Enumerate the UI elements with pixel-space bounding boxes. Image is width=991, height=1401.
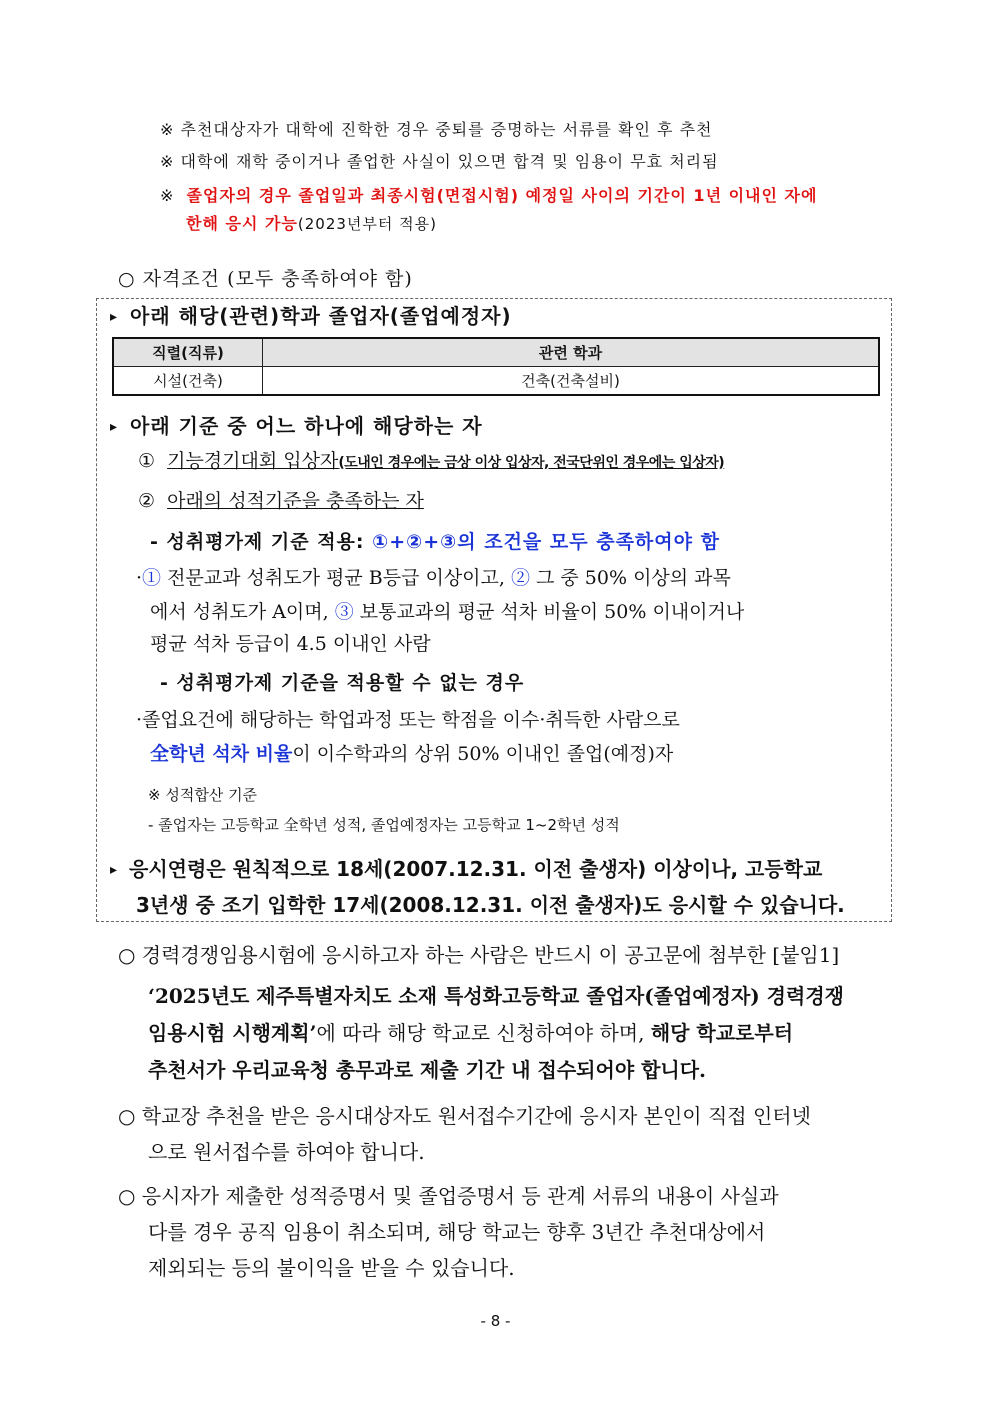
para-online-line1: ○ 학교장 추천을 받은 응시대상자도 원서접수기간에 응시자 본인이 직접 인터넷 [118, 1104, 811, 1128]
item-criteria-text: 아래 기준 중 어느 하나에 해당하는 자 [130, 414, 483, 438]
option-competition [138, 444, 724, 480]
triangle-bullet-icon: ▸ [110, 419, 119, 435]
score-note: ※ 성적합산 기준 [148, 786, 258, 804]
department-table [112, 337, 880, 396]
para-application-line4: 추천서가 우리교육청 총무과로 제출 기간 내 접수되어야 합니다. [148, 1058, 707, 1082]
criterion-b-title: - 성취평가제 기준을 적용할 수 없는 경우 [160, 672, 525, 694]
table-header-row [113, 338, 879, 367]
para-false-docs-line2: 다를 경우 공직 임용이 취소되며, 해당 학교는 향후 3년간 추천대상에서 [148, 1220, 766, 1244]
note-tail: (2023년부터 적용) [297, 215, 437, 233]
para-application-line3 [148, 1015, 793, 1052]
criterion-a-line2a: 에서 성취도가 A이며, [150, 601, 335, 623]
criterion-a-blue: ①+②+③의 조건을 모두 충족하여야 함 [372, 531, 720, 553]
criterion-achievement-title [150, 525, 720, 559]
option1-main: 기능경기대회 입상자 [167, 450, 339, 472]
option1-underlined [167, 450, 724, 472]
note-red-line1: 졸업자의 경우 졸업일과 최종시험(면접시험) 예정일 사이의 기간이 1년 이내인 자에 [186, 186, 818, 205]
criterion-b-blue: 全학년 석차 비율 [150, 743, 293, 765]
note-graduate-period-line2 [186, 208, 437, 240]
para-false-docs-line1: ○ 응시자가 제출한 성적증명서 및 졸업증명서 등 관계 서류의 내용이 사실과 [118, 1184, 779, 1208]
item-age-line1: 응시연령은 원칙적으로 18세(2007.12.31. 이전 출생자) 이상이나, 고등학교 [129, 857, 823, 881]
para-application-line2: ‘2025년도 제주특별자치도 소재 특성화고등학교 졸업자(졸업예정자) 경력경쟁 [148, 984, 844, 1008]
note-enrolled-invalid: ※ 대학에 재학 중이거나 졸업한 사실이 있으면 합격 및 임용이 무효 처리됨 [160, 152, 719, 171]
option-grades [138, 484, 424, 518]
note-mark: ※ [160, 186, 175, 205]
criterion-a-line1: ·① 전문교과 성취도가 평균 B등급 이상이고, ② 그 중 50% 이상의 과목 [136, 567, 731, 589]
table-header-cell: 관련 학과 [263, 338, 880, 367]
option2-main: 아래의 성적기준을 충족하는 자 [167, 490, 424, 512]
option1-number: ① [138, 450, 156, 472]
para-application-line1: ○ 경력경쟁임용시험에 응시하고자 하는 사람은 반드시 이 공고문에 첨부한 [붙임1] [118, 943, 840, 967]
item-department [110, 299, 512, 336]
triangle-bullet-icon: ▸ [110, 309, 119, 325]
option1-sub: (도내인 경우에는 금상 이상 입상자, 전국단위인 경우에는 입상자) [338, 455, 725, 471]
triangle-bullet-icon: ▸ [110, 862, 118, 878]
criterion-b-line1: ·졸업요건에 해당하는 학업과정 또는 학점을 이수·취득한 사람으로 [136, 709, 680, 731]
item-department-text: 아래 해당(관련)학과 졸업자(졸업예정자) [130, 304, 512, 328]
criterion-a-text2: 그 중 50% 이상의 과목 [529, 567, 731, 589]
circle-two: ② [510, 567, 530, 589]
para-school-bold: 해당 학교로부터 [650, 1021, 794, 1045]
para-false-docs-line3: 제외되는 등의 불이익을 받을 수 있습니다. [148, 1256, 515, 1280]
criterion-a-text1: 전문교과 성취도가 평균 B등급 이상이고, [161, 567, 511, 589]
qualification-heading: ○ 자격조건 (모두 충족하여야 함) [118, 268, 413, 290]
table-cell: 시설(건축) [113, 367, 263, 396]
option2-number: ② [138, 490, 156, 512]
criterion-b-text: 이 이수학과의 상위 50% 이내인 졸업(예정)자 [292, 743, 674, 765]
table-header-cell: 직렬(직류) [113, 338, 263, 367]
criterion-a-line2b: 보통교과의 평균 석차 비율이 50% 이내이거나 [353, 601, 745, 623]
table-row [113, 367, 879, 396]
item-criteria [110, 409, 483, 446]
para-plan-title: 임용시험 시행계획’ [148, 1021, 317, 1045]
criterion-a-line3: 평균 석차 등급이 4.5 이내인 사람 [150, 633, 431, 655]
criterion-a-line2 [150, 594, 744, 630]
item-age-line2: 3년생 중 조기 입학한 17세(2008.12.31. 이전 출생자)도 응시할 수 있습니다. [136, 893, 845, 917]
page-number: - 8 - [480, 1312, 511, 1330]
table-cell: 건축(건축설비) [263, 367, 880, 396]
para-application-rest: 에 따라 해당 학교로 신청하여야 하며, [316, 1021, 651, 1045]
circle-one: ① [142, 567, 162, 589]
circle-three: ③ [334, 601, 354, 623]
note-red-line2: 한해 응시 가능 [186, 214, 298, 233]
criterion-b-line2 [150, 736, 673, 772]
score-detail: - 졸업자는 고등학교 全학년 성적, 졸업예정자는 고등학교 1~2학년 성적 [148, 816, 620, 834]
item-age [110, 852, 822, 889]
criterion-a-prefix: - 성취평가제 기준 적용: [150, 531, 373, 553]
para-online-line2: 으로 원서접수를 하여야 합니다. [148, 1140, 425, 1164]
note-withdrawal: ※ 추천대상자가 대학에 진학한 경우 중퇴를 증명하는 서류를 확인 후 추천 [160, 120, 713, 139]
